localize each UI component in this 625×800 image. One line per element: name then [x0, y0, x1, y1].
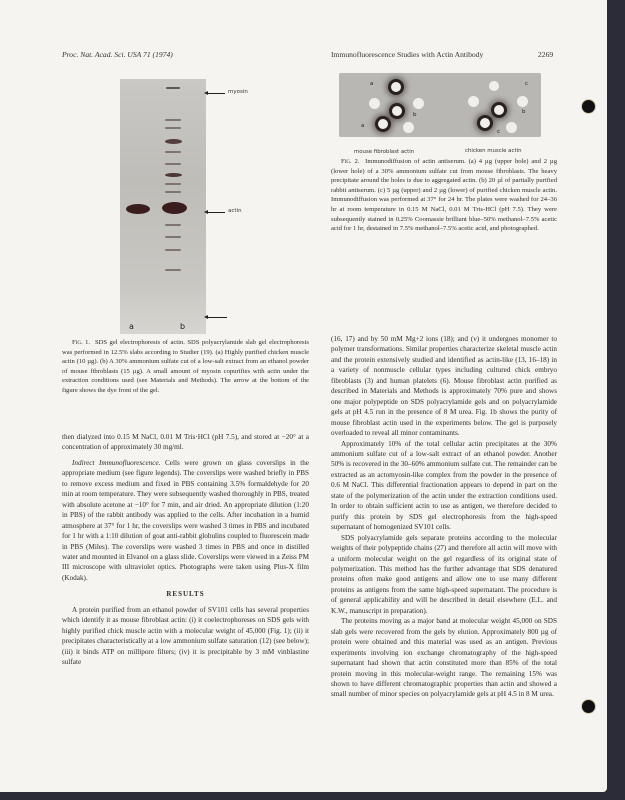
myosin-arrow-icon [207, 93, 225, 94]
caption-text: Immunodiffusion of actin antiserum. (a) 4 µg (upper hole) and 2 µg (lower hole) of a 30% ammonium sulfate cut from mouse fibroblasts. The heavy precipitate around the holes is due to aggregated actin. (b) 20 µl of partially purified rabbit antiserum. (c) 5 µg (upper) and 2 µg (lower) of purified chicken muscle actin. Immunodiffusion was performed at 37° for 24 hr. The plates were washed for 24–36 hr at room temperature in 0.15 M NaCl, 0.01 M Tris-HCl (pH 7.5). They were subsequently stained in 0.25% Coomassie brilliant blue–50% methanol–7.5% acetic acid for 1 hr, destained in 7.5% methanol–7.5% acetic acid, and photographed. [331, 158, 558, 233]
gel-band [165, 224, 181, 226]
well [517, 96, 528, 107]
section-heading-results: RESULTS [166, 590, 205, 599]
well-label: a [370, 81, 374, 87]
caption-label: Fig. 2. [341, 158, 360, 165]
figure-1-caption [62, 338, 309, 396]
well-label: c [497, 129, 501, 135]
running-title: Immunofluorescence Studies with Actin Antibody [331, 50, 484, 59]
lane-b [163, 79, 203, 319]
paragraph: SDS polyacrylamide gels separate proteins according to the molecular weights of their polypeptide chains (27) and therefore all actin will move with a uniform molecular weight on the gel regardless of its original state of polymerization. This method has the further advantage that SDS denatured proteins often make good antigens and allow one to use many different proteins as antigens from the same high-speed supernatant. The procedure is of general applicability and will be described in detail elsewhere (E.L. and K.W., manuscript in preparation). [331, 533, 557, 615]
left-column [62, 432, 309, 668]
well [413, 98, 424, 109]
gel-band [165, 127, 181, 129]
well [480, 118, 490, 128]
immunodiffusion-plate [339, 73, 541, 137]
actin-arrow-icon [207, 212, 225, 213]
gel-band [165, 119, 181, 121]
gel-band [165, 151, 181, 153]
caption-text: SDS gel electrophoresis of actin. SDS polyacrylamide slab gel electrophoresis was performed in 12.5% slabs according to Studier (19). (a) Highly purified chicken muscle actin (10 µg). (b) A 30% ammonium sulfate cut of a low-salt extract from an ethanol powder of mouse fibroblasts (15 µg). A small amount of myosin copurifies with actin under the extraction conditions used (see Materials and Methods). The arrow at the bottom of the figure shows the dye front of the gel. [62, 339, 310, 394]
paragraph-heading: Indirect Immunofluorescence. [72, 458, 161, 467]
well [494, 105, 504, 115]
paragraph: (16, 17) and by 50 mM Mg+2 ions (18); and (v) it undergoes monomer to polymer transformations. Similar properties characterize skeletal muscle actin and the protein extensively studied and identified as actin-like (13, 16–18) in a variety of nonmuscle cellular types including cultured chick embryo fibroblasts (3) and human platelets (6). Mouse fibroblast actin purified as described in Materials and Methods is approximately 70% pure and shows one major polypeptide on SDS polyacrylamide gels and on polyacrylamide gels at pH 4.5 run in the presence of 8 M urea. Fig. 1b shows the purity of mouse fibroblast actin used in the experiments below. The gel is purposely overloaded to reveal all minor contaminants. [331, 335, 557, 438]
well [489, 81, 499, 91]
well-label: b [522, 109, 526, 115]
paragraph [62, 458, 309, 583]
paragraph: then dialyzed into 0.15 M NaCl, 0.01 M Tris·HCl (pH 7.5), and stored at −20° at a concentration of approximately 30 mg/ml. [62, 433, 309, 452]
page-number: 2269 [538, 50, 554, 59]
actin-band-lane-b [162, 202, 187, 214]
journal-citation: Proc. Nat. Acad. Sci. USA 71 (1974) [62, 50, 173, 59]
gel-image [120, 79, 206, 334]
gel-band [165, 249, 181, 251]
gel-band [165, 139, 182, 144]
actin-label: actin [228, 208, 242, 214]
gel-band [165, 236, 181, 238]
gel-band [165, 269, 181, 271]
myosin-label: myosin [228, 89, 248, 95]
panel-label-chicken: chicken muscle actin [465, 148, 522, 154]
gel-band [165, 173, 182, 177]
dye-front-arrow-icon [207, 317, 227, 318]
lane-label-a: a [129, 322, 134, 331]
well [391, 82, 401, 92]
well [403, 122, 414, 133]
paragraph: The proteins moving as a major band at molecular weight 45,000 on SDS slab gels were recovered from the gels by elution. Approximately 800 µg of protein were obtained and this material was used as an antigen. Previous experiments involving ion exchange chromatography of the high-speed supernatant had shown that actin constituted more than 85% of the total protein moving in this molecular-weight range. The remaining 15% was shown to have different chromatographic properties than actin and showed a small number of minor species on polyacrylamide gels at pH 4.5 in 8 M urea. [331, 617, 557, 699]
well-label: a [361, 123, 365, 129]
gel-band [165, 183, 181, 185]
lane-label-b: b [180, 322, 186, 331]
myosin-band [166, 87, 180, 89]
punch-hole-icon [582, 100, 595, 113]
well-label: c [525, 81, 529, 87]
well [369, 98, 380, 109]
punch-hole-icon [582, 700, 595, 713]
paragraph: A protein purified from an ethanol powder of SV101 cells has several properties which identify it as mouse fibroblast actin: (i) it coelectrophoreses on SDS gels with highly purified chick muscle actin with a molecular weight of 45,000 (Fig. 1); (ii) it precipitates characteristically at a low ammonium sulfate saturation (12) (see below); (iii) it binds ATP on millipore filters; (iv) it is precipitable by 3 mM vinblastine sulfate [62, 605, 309, 667]
paragraph-text: Cells were grown on glass coverslips in the appropriate medium (see figure legends). The coverslips were washed briefly in PBS to remove excess medium and fixed in PBS containing 3.5% formaldehyde for 20 min at room temperature. They were subsequently washed thoroughly in PBS, treated with absolute acetone at −10° for 7 min, and air dried. An appropriate dilution (1:20 in PBS) of the rabbit antibody was applied to the cells. After incubation in a humid atmosphere at 37° for 1 hr, the coverslips were washed 3 times in PBS and incubated for 1 hr with a 1:10 dilution of goat anti-rabbit globulins coupled to fluorescein made in PBS (Miles). The coverslips were washed 3 times in PBS and once in distilled water and mounted in Elvanol on a glass slide. Coverslips were viewed in a Zeiss PM III microscope with ultraviolet optics. Photographs were taken using Plus-X film (Kodak). [62, 458, 309, 582]
panel-label-mouse: mouse fibroblast actin [354, 149, 415, 155]
gel-band [165, 163, 181, 165]
well [506, 122, 517, 133]
well [468, 96, 479, 107]
well [392, 106, 402, 116]
well [378, 119, 388, 129]
paragraph: Approximately 10% of the total cellular actin precipitates at the 30% ammonium sulfate cut of a low-salt extract of an ethanol powder. Another 50% is recovered in the 30–60% ammonium sulfate cut. The remainder can be extracted as an actomyosin-like complex from the powder in the presence of 0.6 M NaCl. This differential fractionation appears to depend in part on the state of the polymerization of the actin under the extraction conditions used. In order to obtain sufficient actin to use as antigen, we therefore decided to purify this protein by SDS gel electrophoresis from the high-speed supernatant of homogenized SV101 cells. [331, 439, 557, 532]
actin-band-lane-a [126, 204, 150, 214]
well-label: b [413, 112, 417, 118]
figure-2-caption [331, 157, 557, 234]
caption-label: Fig. 1. [72, 339, 91, 346]
right-column [331, 334, 557, 700]
gel-band [165, 191, 181, 193]
